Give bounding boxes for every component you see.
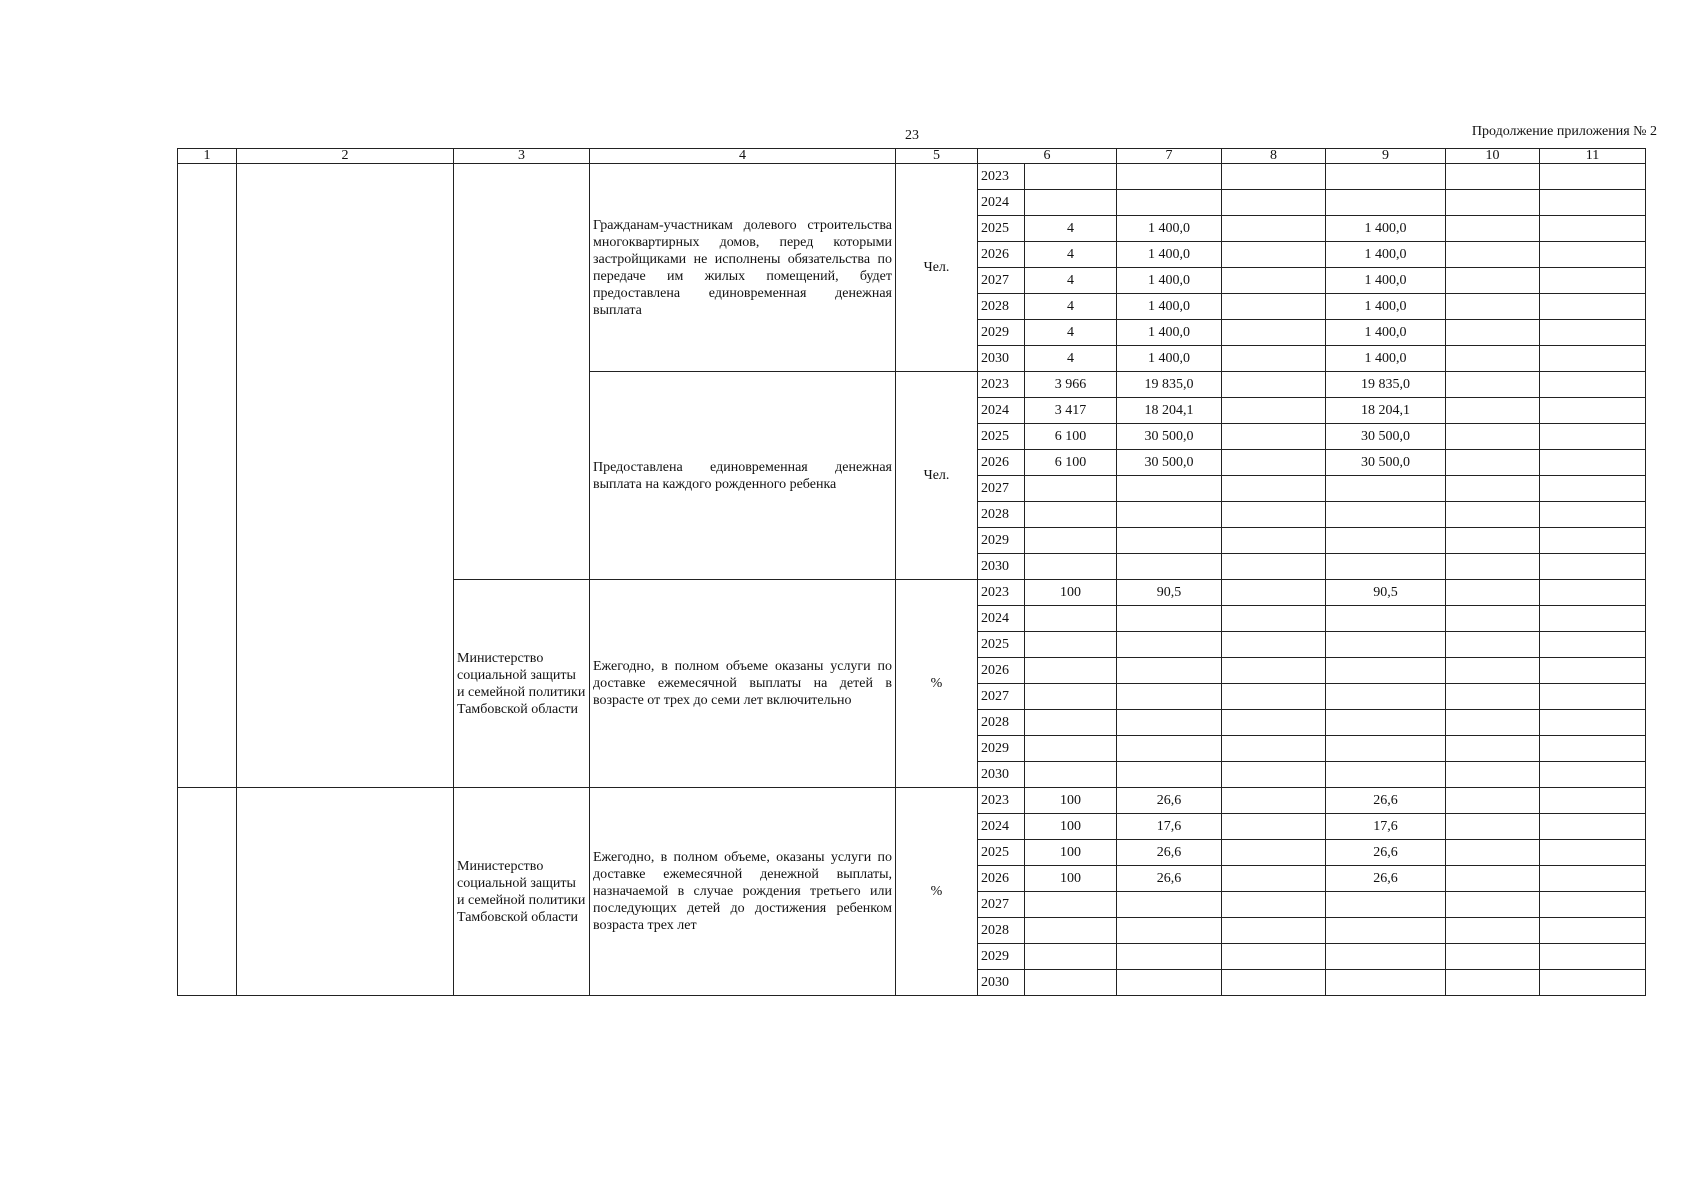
column-header: 5 [896,149,978,164]
year-cell: 2028 [978,502,1025,528]
value-cell-7: 1 400,0 [1117,346,1222,372]
value-cell-11 [1540,268,1646,294]
value-cell-9 [1326,892,1446,918]
value-cell-7: 1 400,0 [1117,268,1222,294]
unit-of-measure: Чел. [896,372,978,580]
year-cell: 2027 [978,684,1025,710]
value-cell-6 [1025,658,1117,684]
value-cell-8 [1222,710,1326,736]
table-row [178,788,1646,814]
value-cell-10 [1446,788,1540,814]
value-cell-7 [1117,658,1222,684]
table-row [178,164,1646,190]
value-cell-6: 4 [1025,268,1117,294]
value-cell-10 [1446,346,1540,372]
year-cell: 2025 [978,840,1025,866]
page-number: 23 [905,128,919,143]
value-cell-9 [1326,710,1446,736]
value-cell-6: 100 [1025,866,1117,892]
year-cell: 2027 [978,268,1025,294]
value-cell-10 [1446,970,1540,996]
value-cell-8 [1222,892,1326,918]
value-cell-11 [1540,424,1646,450]
value-cell-7: 18 204,1 [1117,398,1222,424]
value-cell-8 [1222,944,1326,970]
value-cell-7 [1117,476,1222,502]
responsible-org: Министерство социальной защиты и семейной политики Тамбовской области [454,580,590,788]
col1-cell [178,788,237,996]
year-cell: 2029 [978,736,1025,762]
value-cell-10 [1446,710,1540,736]
value-cell-7: 1 400,0 [1117,216,1222,242]
value-cell-11 [1540,580,1646,606]
column-header: 2 [237,149,454,164]
value-cell-6 [1025,528,1117,554]
value-cell-7 [1117,944,1222,970]
value-cell-11 [1540,866,1646,892]
value-cell-9: 1 400,0 [1326,268,1446,294]
column-header: 7 [1117,149,1222,164]
value-cell-7 [1117,710,1222,736]
value-cell-11 [1540,502,1646,528]
value-cell-11 [1540,944,1646,970]
value-cell-6 [1025,554,1117,580]
value-cell-6: 6 100 [1025,424,1117,450]
value-cell-10 [1446,918,1540,944]
column-header: 4 [590,149,896,164]
value-cell-8 [1222,346,1326,372]
value-cell-9 [1326,632,1446,658]
column-header: 6 [978,149,1117,164]
value-cell-11 [1540,840,1646,866]
value-cell-11 [1540,294,1646,320]
value-cell-7 [1117,502,1222,528]
value-cell-10 [1446,892,1540,918]
value-cell-8 [1222,736,1326,762]
value-cell-9 [1326,658,1446,684]
value-cell-9 [1326,502,1446,528]
value-cell-9: 30 500,0 [1326,424,1446,450]
value-cell-8 [1222,164,1326,190]
column-header: 1 [178,149,237,164]
value-cell-11 [1540,788,1646,814]
year-cell: 2026 [978,242,1025,268]
value-cell-9: 26,6 [1326,840,1446,866]
value-cell-6 [1025,190,1117,216]
value-cell-9 [1326,918,1446,944]
unit-of-measure: Чел. [896,164,978,372]
value-cell-6: 3 966 [1025,372,1117,398]
value-cell-8 [1222,294,1326,320]
value-cell-7: 26,6 [1117,788,1222,814]
value-cell-10 [1446,372,1540,398]
value-cell-8 [1222,788,1326,814]
value-cell-10 [1446,736,1540,762]
value-cell-10 [1446,866,1540,892]
value-cell-6: 4 [1025,320,1117,346]
table-body [178,164,1646,996]
column-header: 3 [454,149,590,164]
value-cell-8 [1222,554,1326,580]
value-cell-11 [1540,762,1646,788]
indicators-table [177,148,1646,996]
value-cell-9 [1326,164,1446,190]
value-cell-6 [1025,606,1117,632]
year-cell: 2029 [978,320,1025,346]
year-cell: 2024 [978,190,1025,216]
value-cell-9: 1 400,0 [1326,216,1446,242]
value-cell-7 [1117,632,1222,658]
year-cell: 2029 [978,944,1025,970]
value-cell-11 [1540,372,1646,398]
year-cell: 2023 [978,164,1025,190]
responsible-org [454,164,590,580]
col1-cell [178,164,237,788]
value-cell-11 [1540,450,1646,476]
year-cell: 2024 [978,398,1025,424]
value-cell-9: 17,6 [1326,814,1446,840]
value-cell-6 [1025,710,1117,736]
value-cell-10 [1446,606,1540,632]
value-cell-7: 30 500,0 [1117,424,1222,450]
value-cell-8 [1222,762,1326,788]
appendix-continuation-label: Продолжение приложения № 2 [1471,124,1657,139]
value-cell-6: 100 [1025,840,1117,866]
value-cell-10 [1446,216,1540,242]
value-cell-11 [1540,970,1646,996]
value-cell-6: 100 [1025,788,1117,814]
value-cell-8 [1222,658,1326,684]
value-cell-8 [1222,528,1326,554]
value-cell-9: 90,5 [1326,580,1446,606]
value-cell-10 [1446,944,1540,970]
indicator-description: Предоставлена единовременная денежная выплата на каждого рожденного ребенка [590,372,896,580]
value-cell-11 [1540,918,1646,944]
value-cell-7: 1 400,0 [1117,242,1222,268]
year-cell: 2026 [978,658,1025,684]
value-cell-7: 30 500,0 [1117,450,1222,476]
value-cell-10 [1446,450,1540,476]
value-cell-10 [1446,528,1540,554]
column-number-row [178,149,1646,164]
value-cell-11 [1540,684,1646,710]
value-cell-9 [1326,528,1446,554]
value-cell-6: 4 [1025,216,1117,242]
value-cell-11 [1540,632,1646,658]
value-cell-10 [1446,320,1540,346]
year-cell: 2025 [978,632,1025,658]
value-cell-8 [1222,502,1326,528]
value-cell-7 [1117,918,1222,944]
indicator-description: Ежегодно, в полном объеме, оказаны услуги по доставке ежемесячной денежной выплаты, назначаемой в случае рождения третьего или последующих детей до достижения ребенком возраста трех лет [590,788,896,996]
value-cell-11 [1540,190,1646,216]
value-cell-9 [1326,190,1446,216]
year-cell: 2024 [978,814,1025,840]
value-cell-11 [1540,658,1646,684]
column-header: 10 [1446,149,1540,164]
value-cell-6 [1025,970,1117,996]
value-cell-7 [1117,892,1222,918]
value-cell-8 [1222,242,1326,268]
value-cell-7 [1117,606,1222,632]
value-cell-10 [1446,502,1540,528]
value-cell-7 [1117,554,1222,580]
value-cell-9: 1 400,0 [1326,294,1446,320]
value-cell-9 [1326,970,1446,996]
value-cell-9 [1326,476,1446,502]
value-cell-6 [1025,476,1117,502]
unit-of-measure: % [896,580,978,788]
value-cell-7 [1117,528,1222,554]
col2-cell [237,164,454,788]
value-cell-6 [1025,502,1117,528]
value-cell-11 [1540,242,1646,268]
value-cell-7: 26,6 [1117,866,1222,892]
year-cell: 2027 [978,476,1025,502]
year-cell: 2028 [978,710,1025,736]
value-cell-10 [1446,190,1540,216]
year-cell: 2023 [978,580,1025,606]
value-cell-10 [1446,762,1540,788]
value-cell-9 [1326,736,1446,762]
value-cell-10 [1446,476,1540,502]
value-cell-7: 19 835,0 [1117,372,1222,398]
value-cell-8 [1222,684,1326,710]
value-cell-6: 4 [1025,346,1117,372]
value-cell-9: 1 400,0 [1326,242,1446,268]
value-cell-8 [1222,814,1326,840]
value-cell-10 [1446,632,1540,658]
year-cell: 2024 [978,606,1025,632]
value-cell-6 [1025,918,1117,944]
value-cell-6 [1025,944,1117,970]
col2-cell [237,788,454,996]
value-cell-11 [1540,554,1646,580]
value-cell-6: 4 [1025,242,1117,268]
value-cell-7 [1117,970,1222,996]
value-cell-10 [1446,268,1540,294]
value-cell-8 [1222,216,1326,242]
value-cell-10 [1446,294,1540,320]
value-cell-7 [1117,736,1222,762]
value-cell-11 [1540,216,1646,242]
value-cell-8 [1222,970,1326,996]
value-cell-9: 30 500,0 [1326,450,1446,476]
unit-of-measure: % [896,788,978,996]
value-cell-6 [1025,164,1117,190]
value-cell-11 [1540,528,1646,554]
indicator-description: Ежегодно, в полном объеме оказаны услуги по доставке ежемесячной выплаты на детей в возрасте от трех до семи лет включительно [590,580,896,788]
value-cell-9: 19 835,0 [1326,372,1446,398]
value-cell-6: 100 [1025,580,1117,606]
value-cell-7 [1117,164,1222,190]
year-cell: 2025 [978,216,1025,242]
value-cell-8 [1222,320,1326,346]
value-cell-10 [1446,424,1540,450]
value-cell-8 [1222,606,1326,632]
year-cell: 2023 [978,372,1025,398]
year-cell: 2030 [978,346,1025,372]
value-cell-6 [1025,736,1117,762]
value-cell-7: 90,5 [1117,580,1222,606]
value-cell-11 [1540,320,1646,346]
year-cell: 2028 [978,294,1025,320]
value-cell-10 [1446,398,1540,424]
value-cell-11 [1540,892,1646,918]
value-cell-6 [1025,632,1117,658]
year-cell: 2030 [978,762,1025,788]
value-cell-8 [1222,424,1326,450]
value-cell-11 [1540,476,1646,502]
value-cell-9 [1326,606,1446,632]
value-cell-9 [1326,554,1446,580]
value-cell-7: 17,6 [1117,814,1222,840]
value-cell-6: 6 100 [1025,450,1117,476]
year-cell: 2030 [978,554,1025,580]
value-cell-11 [1540,736,1646,762]
value-cell-11 [1540,606,1646,632]
indicator-description: Гражданам-участникам долевого строительства многоквартирных домов, перед которыми застройщиками не исполнены обязательства по передаче им жилых помещений, будет предоставлена единовременная денежная выплата [590,164,896,372]
value-cell-9: 1 400,0 [1326,346,1446,372]
year-cell: 2023 [978,788,1025,814]
value-cell-9: 26,6 [1326,788,1446,814]
value-cell-8 [1222,632,1326,658]
value-cell-9 [1326,944,1446,970]
year-cell: 2028 [978,918,1025,944]
value-cell-9 [1326,684,1446,710]
value-cell-10 [1446,658,1540,684]
value-cell-8 [1222,580,1326,606]
year-cell: 2025 [978,424,1025,450]
value-cell-10 [1446,554,1540,580]
value-cell-10 [1446,580,1540,606]
value-cell-8 [1222,372,1326,398]
value-cell-11 [1540,164,1646,190]
value-cell-10 [1446,840,1540,866]
value-cell-10 [1446,164,1540,190]
value-cell-7: 1 400,0 [1117,320,1222,346]
year-cell: 2026 [978,866,1025,892]
value-cell-7: 26,6 [1117,840,1222,866]
value-cell-8 [1222,866,1326,892]
column-header: 11 [1540,149,1646,164]
value-cell-11 [1540,814,1646,840]
value-cell-11 [1540,710,1646,736]
value-cell-6: 4 [1025,294,1117,320]
value-cell-6: 100 [1025,814,1117,840]
value-cell-9: 1 400,0 [1326,320,1446,346]
value-cell-6 [1025,684,1117,710]
value-cell-7 [1117,762,1222,788]
value-cell-9: 18 204,1 [1326,398,1446,424]
year-cell: 2029 [978,528,1025,554]
value-cell-8 [1222,476,1326,502]
value-cell-10 [1446,242,1540,268]
year-cell: 2027 [978,892,1025,918]
value-cell-6 [1025,892,1117,918]
value-cell-8 [1222,190,1326,216]
value-cell-7 [1117,684,1222,710]
value-cell-8 [1222,918,1326,944]
value-cell-11 [1540,346,1646,372]
value-cell-8 [1222,398,1326,424]
value-cell-7 [1117,190,1222,216]
value-cell-6: 3 417 [1025,398,1117,424]
value-cell-8 [1222,840,1326,866]
value-cell-9: 26,6 [1326,866,1446,892]
year-cell: 2026 [978,450,1025,476]
value-cell-7: 1 400,0 [1117,294,1222,320]
responsible-org: Министерство социальной защиты и семейной политики Тамбовской области [454,788,590,996]
column-header: 9 [1326,149,1446,164]
value-cell-6 [1025,762,1117,788]
value-cell-8 [1222,450,1326,476]
value-cell-10 [1446,684,1540,710]
value-cell-8 [1222,268,1326,294]
value-cell-11 [1540,398,1646,424]
column-header: 8 [1222,149,1326,164]
year-cell: 2030 [978,970,1025,996]
value-cell-9 [1326,762,1446,788]
value-cell-10 [1446,814,1540,840]
